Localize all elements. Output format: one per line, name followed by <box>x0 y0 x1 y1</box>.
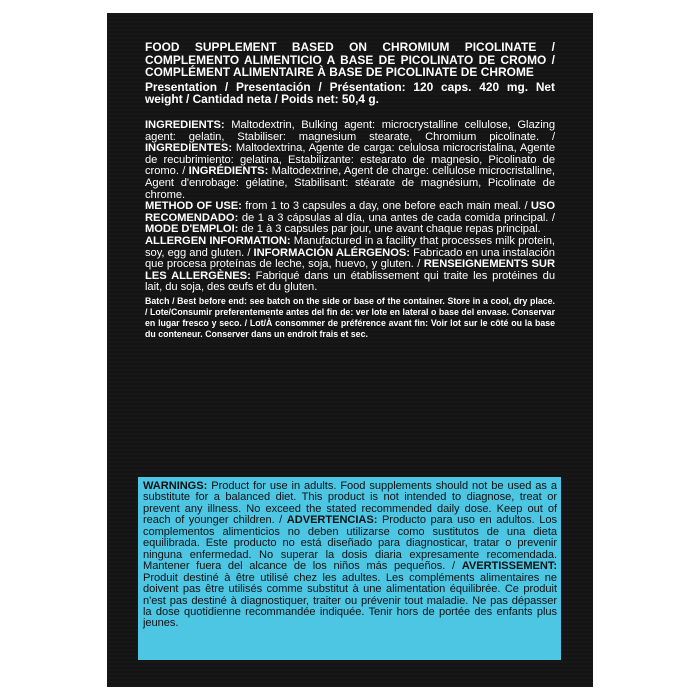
warnings-text-es: Producto para uso en adultos. Los complementos alimenticios no deben utilizarse como sustitutos de una dieta equilibrada. Este producto no está diseñado para diagnosticar, tratar o prevenir ninguna enfermedad. No superar la dosis diaria expresamente recomendada. Mantener fuera del alcance de los niños más pequeños. / <box>143 514 557 573</box>
allergen-text-en: Manufactured in a facility that processes milk protein, soy, egg and gluten. / <box>145 234 555 259</box>
ingredients-label-fr: INGRÉDIENTS: <box>188 165 269 178</box>
warnings-box <box>138 477 561 660</box>
method-text-en: from 1 to 3 capsules a day, one before each main meal. / <box>241 200 531 213</box>
allergen-text-fr: Fabriqué dans un établissement qui traite les protéines du lait, du soja, des œufs et du gluten. <box>145 269 555 294</box>
allergen-section <box>145 236 555 294</box>
method-label-es: USO RECOMENDADO: <box>145 200 555 224</box>
allergen-text-es: Fabricado en una instalación que procesa proteínas de leche, soja, huevo, y gluten. / <box>145 246 555 271</box>
warnings-text-en: Product for use in adults. Food supplements should not be used as a substitute for a balanced diet. This product is not intended to diagnose, treat or prevent any illness. No exceed the stated recommended daily dose. Keep out of reach of younger children. / <box>143 480 557 527</box>
ingredients-text-en: Maltodextrin, Bulking agent: microcrystalline cellulose, Glazing agent: gelatin, Stabiliser: magnesium stearate, Chromium picolinate. / <box>145 118 555 143</box>
ingredients-label-es: INGREDIENTES: <box>145 142 232 155</box>
warnings-label-fr: AVERTISSEMENT: <box>461 560 557 573</box>
method-text-fr: de 1 à 3 capsules par jour, une avant chaque repas principal. <box>238 223 541 236</box>
allergen-label-en: ALLERGEN INFORMATION: <box>145 234 291 247</box>
allergen-label-fr: RENSEIGNEMENTS SUR LES ALLERGÈNES: <box>145 258 555 282</box>
ingredients-section <box>145 120 555 201</box>
method-section <box>145 201 555 236</box>
ingredients-text-fr: Maltodextrine, Agent de charge: cellulose microcristalline, Agent d'enrobage: gélatine, Stabilisant: stéarate de magnésium, Picolinate de chrome. <box>145 165 555 201</box>
batch-storage-info: Batch / Best before end: see batch on the side or base of the container. Store in a cool, dry place. / Lote/Consumir preferentemente antes del fin de: ver lote en lateral o base del envase. Conservar en lugar fresco y seco. / Lot/À consommer de préférence avant fin: Voir lot sur le côté ou la base du conteneur. Conserver dans un endroit frais et sec. <box>145 295 555 339</box>
allergen-label-es: INFORMACIÓN ALÉRGENOS: <box>253 246 410 259</box>
warnings-text-fr: Produit destiné à être utilisé chez les adultes. Les compléments alimentaires ne doivent pas être utilisés comme substitut à une alimentation équilibrée. Ce produit n'est pas destiné à diagnostiquer, traiter ou prévenir tout maladie. Ne pas dépasser la dose quotidienne recommandée indiquée. Tenir hors de portée des enfants plus jeunes. <box>143 571 557 630</box>
ingredients-text-es: Maltodextrina, Agente de carga: celulosa microcristalina, Agente de recubrimiento: gelatina, Estabilizante: estearato de magnesio, Picolinato de cromo. / <box>145 142 555 178</box>
ingredients-label-en: INGREDIENTS: <box>145 118 225 131</box>
warnings-label-en: WARNINGS: <box>143 480 208 492</box>
warnings-label-es: ADVERTENCIAS: <box>286 514 378 527</box>
method-label-fr: MODE D'EMPLOI: <box>145 223 239 236</box>
product-title: FOOD SUPPLEMENT BASED ON CHROMIUM PICOLINATE / COMPLEMENTO ALIMENTICIO A BASE DE PICOLINATO DE CROMO / COMPLÉMENT ALIMENTAIRE À BASE DE PICOLINATE DE CHROME <box>145 40 555 80</box>
method-label-en: METHOD OF USE: <box>145 200 242 213</box>
presentation-info: Presentation / Presentación / Présentation: 120 caps. 420 mg. Net weight / Cantidad neta / Poids net: 50,4 g. <box>145 79 555 107</box>
method-text-es: de 1 a 3 cápsulas al día, una antes de cada comida principal. / <box>238 211 555 224</box>
